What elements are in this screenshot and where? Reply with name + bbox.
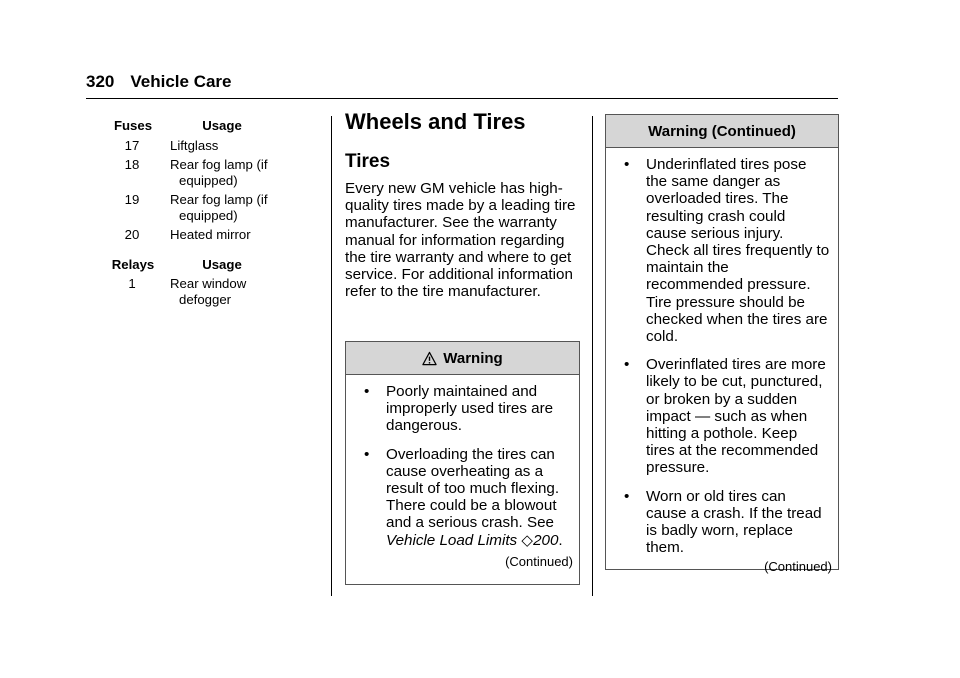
table-row [94, 157, 294, 188]
page-header [86, 72, 232, 92]
relays-column-header: Relays [111, 256, 155, 272]
table-row [94, 276, 294, 307]
section-title: Vehicle Care [130, 72, 232, 91]
fuses-column-header: Fuses [113, 118, 153, 133]
fuses-table-header [94, 118, 294, 134]
fuse-number: 20 [124, 227, 140, 242]
list-item: • Overinflated tires are more likely to be cut, punctured, or broken by a sudden impact — such as when hitting a pothole. Keep tires at the recommended pressure. [624, 356, 826, 477]
continued-label: (Continued) [764, 559, 832, 575]
bullet-marker: • [624, 356, 630, 374]
warning-box [345, 341, 580, 585]
wheels-tires-section [345, 108, 581, 300]
warning-title: Warning [443, 349, 503, 367]
page-number: 320 [86, 72, 115, 91]
list-item: • Worn or old tires can cause a crash. If the tread is badly worn, replace them. [624, 487, 822, 557]
usage-column-header: Usage [202, 256, 242, 272]
table-row [94, 192, 294, 223]
warning-box-continued [605, 114, 839, 575]
bullet-marker: • [364, 445, 370, 463]
usage-column-header: Usage [202, 118, 242, 133]
list-item: • Poorly maintained and improperly used tires are dangerous. [364, 383, 554, 435]
warning-icon [422, 351, 437, 366]
relays-table [94, 257, 294, 308]
relays-table-header [94, 257, 294, 273]
column-divider [331, 116, 332, 596]
bullet-marker: • [624, 487, 630, 505]
page-ref-number: 200 [533, 531, 559, 549]
relay-usage: Rear window defogger [170, 276, 247, 307]
fuse-usage: Rear fog lamp (if equipped) [170, 157, 268, 188]
fuse-usage: Rear fog lamp (if equipped) [170, 192, 268, 223]
intro-paragraph: Every new GM vehicle has high-quality tires made by a leading tire manufacturer. See the warranty manual for information regarding the tire warranty and where to get service. For additional information refer to the tire manufacturer. [345, 180, 576, 301]
bullet-marker: • [364, 383, 370, 400]
warning-header [606, 115, 838, 148]
fuse-relay-tables [94, 118, 294, 307]
page-ref-icon: ◇ [521, 531, 534, 549]
continued-label: (Continued) [505, 553, 573, 569]
column-divider [592, 116, 593, 596]
fuse-number: 19 [124, 192, 140, 207]
section-heading: Wheels and Tires [345, 109, 526, 134]
header-rule [86, 98, 838, 99]
warning-list [606, 148, 838, 556]
table-row [94, 227, 294, 243]
list-item: • Overloading the tires can cause overheating as a result of too much flexing. There could be a blowout and a serious crash. See Vehicle Load Limits ◇200. [364, 445, 563, 549]
warning-header [346, 342, 579, 375]
bullet-marker: • [624, 156, 630, 173]
fuse-number: 17 [124, 137, 140, 153]
table-row [94, 138, 294, 154]
fuses-table [94, 118, 294, 243]
subsection-heading: Tires [345, 151, 391, 172]
fuse-number: 18 [124, 157, 140, 172]
fuse-usage: Heated mirror [170, 227, 251, 242]
warning-list [346, 375, 579, 549]
fuse-usage: Liftglass [170, 137, 219, 153]
cross-reference-link[interactable]: Vehicle Load Limits [386, 531, 518, 549]
warning-title: Warning (Continued) [648, 122, 796, 140]
relay-number: 1 [128, 276, 136, 291]
list-item: • Underinflated tires pose the same danger as overloaded tires. The resulting crash could cause serious injury. Check all tires frequently to maintain the recommended pressure. Tire pressure should be checked when the tires are cold. [624, 156, 830, 346]
